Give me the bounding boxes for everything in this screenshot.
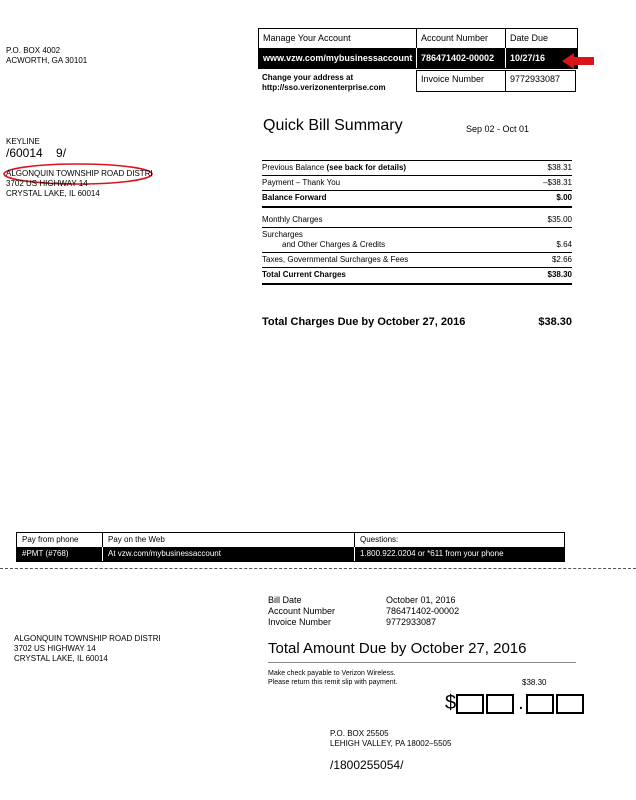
remit-address	[14, 634, 161, 664]
remit-amount: $38.30	[522, 678, 547, 687]
pay-phone-value: #PMT (#768)	[17, 547, 103, 561]
amount-enclosed-field[interactable]	[445, 692, 586, 714]
dollar-sign: $	[445, 692, 457, 714]
remit-total-title: Total Amount Due by October 27, 2016	[268, 640, 527, 657]
invoice-number-value: 9772933087	[510, 74, 561, 84]
sender-line2: ACWORTH, GA 30101	[6, 56, 88, 65]
pay-phone-label: Pay from phone	[17, 533, 103, 547]
digit-box[interactable]	[556, 694, 584, 714]
monthly-charges-row	[262, 215, 572, 224]
payment-row	[262, 178, 572, 187]
date-due-value: 10/27/16	[510, 53, 546, 63]
pay-web-value[interactable]: At vzw.com/mybusinessaccount	[103, 547, 355, 561]
taxes-label: Taxes, Governmental Surcharges & Fees	[262, 255, 409, 264]
remit-note-line2: Please return this remit slip with payment.	[268, 679, 398, 686]
recipient-street: 3702 US HIGHWAY 14	[6, 179, 88, 188]
keyline-label: KEYLINE	[6, 137, 40, 146]
total-due-value: $38.30	[538, 316, 572, 328]
surcharges-label: Surcharges	[262, 230, 303, 239]
payment-options-box	[16, 532, 565, 562]
remit-to-address	[330, 729, 451, 749]
total-current-row	[262, 270, 572, 279]
balance-forward-label: Balance Forward	[262, 193, 327, 202]
surcharges-label-2: and Other Charges & Credits	[282, 240, 386, 249]
account-number-label: Account Number	[417, 29, 506, 48]
questions-value: 1.800.922.0204 or *611 from your phone	[360, 549, 504, 558]
pay-web-label: Pay on the Web	[103, 533, 355, 547]
date-due-label: Date Due	[510, 33, 549, 43]
monthly-charges-value: $35.00	[547, 215, 572, 224]
bill-date-value: October 01, 2016	[386, 595, 456, 605]
remit-pobox: P.O. BOX 25505	[330, 729, 389, 738]
invoice-number-box	[416, 70, 576, 92]
remit-street: 3702 US HIGHWAY 14	[14, 644, 96, 653]
payment-label: Payment – Thank You	[262, 178, 341, 187]
digit-box[interactable]	[526, 694, 554, 714]
account-header-box	[258, 28, 578, 69]
recipient-city: CRYSTAL LAKE, IL 60014	[6, 189, 100, 198]
remit-note-line1: Make check payable to Verizon Wireless.	[268, 670, 396, 677]
invoice-number-label: Invoice Number	[417, 71, 506, 91]
keyline-code: /60014 9/	[6, 146, 67, 160]
payment-value: –$38.31	[543, 178, 572, 187]
manage-account-label: Manage Your Account	[259, 29, 417, 48]
website-link[interactable]: www.vzw.com/mybusinessaccount	[259, 48, 417, 68]
taxes-value: $2.66	[551, 255, 572, 264]
total-current-value: $38.30	[547, 270, 572, 279]
remit-name: ALGONQUIN TOWNSHIP ROAD DISTRI	[14, 634, 161, 643]
recipient-address	[6, 169, 153, 199]
total-due-label: Total Charges Due by October 27, 2016	[262, 316, 466, 328]
account-number-value: 786471402-00002	[417, 48, 506, 68]
digit-box[interactable]	[456, 694, 484, 714]
remit-invoice-value: 9772933087	[386, 617, 437, 627]
balance-forward-row	[262, 193, 572, 202]
decimal-point: .	[518, 692, 524, 714]
surcharges-row	[262, 230, 572, 239]
total-current-label: Total Current Charges	[262, 270, 346, 279]
previous-balance-value: $38.31	[547, 163, 572, 172]
surcharges-value: $.64	[556, 240, 572, 249]
monthly-charges-label: Monthly Charges	[262, 215, 323, 224]
remit-account-value: 786471402-00002	[386, 606, 460, 616]
previous-balance-label: Previous Balance	[262, 163, 325, 172]
sender-address	[6, 46, 87, 66]
change-address-note	[262, 73, 386, 93]
taxes-row	[262, 255, 572, 264]
remit-details	[268, 595, 459, 628]
remit-pobox-city: LEHIGH VALLEY, PA 18002–5505	[330, 739, 452, 748]
remit-account-label: Account Number	[268, 606, 336, 616]
bill-date-label: Bill Date	[268, 595, 302, 605]
change-address-link[interactable]: http://sso.verizonenterprise.com	[262, 83, 386, 92]
previous-balance-row	[262, 163, 572, 172]
remit-city: CRYSTAL LAKE, IL 60014	[14, 654, 108, 663]
change-address-line1: Change your address at	[262, 73, 354, 82]
summary-title: Quick Bill Summary	[263, 117, 403, 134]
remit-invoice-label: Invoice Number	[268, 617, 332, 627]
previous-balance-note: (see back for details)	[326, 163, 407, 172]
billing-period: Sep 02 - Oct 01	[466, 124, 530, 134]
sender-line1: P.O. BOX 4002	[6, 46, 61, 55]
questions-label: Questions:	[360, 535, 399, 544]
scan-code: /1800255054/	[330, 758, 404, 772]
surcharges-row-2	[262, 240, 572, 249]
total-due-row	[262, 316, 572, 328]
tear-line	[0, 568, 636, 569]
balance-forward-value: $.00	[556, 193, 572, 202]
remit-note	[268, 669, 398, 687]
digit-box[interactable]	[486, 694, 514, 714]
recipient-name: ALGONQUIN TOWNSHIP ROAD DISTRI	[6, 169, 153, 178]
